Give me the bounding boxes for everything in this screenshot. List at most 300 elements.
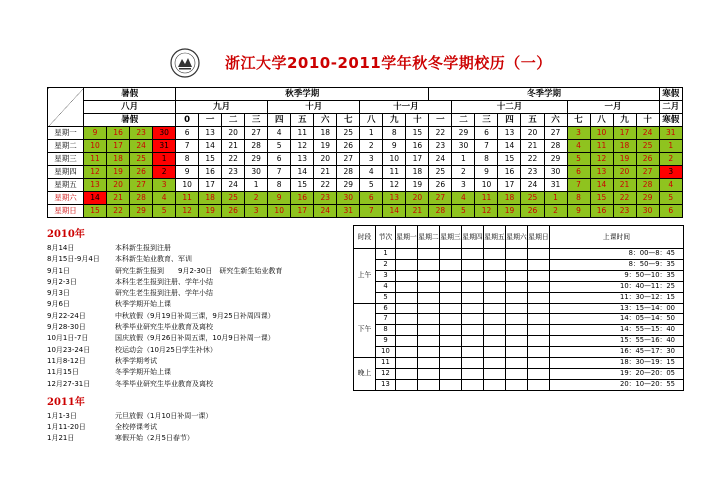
day-cell: 2 xyxy=(153,166,176,179)
day-cell: 16 xyxy=(590,205,613,218)
day-cell: 13 xyxy=(199,127,222,140)
day-cell: 8 xyxy=(268,179,291,192)
event-item xyxy=(47,288,347,299)
schedule-slot xyxy=(418,259,440,270)
session-label: 上午 xyxy=(354,249,376,304)
week-header: 三 xyxy=(245,114,268,127)
schedule-slot xyxy=(528,249,550,260)
day-cell: 10 xyxy=(176,179,199,192)
schedule-slot xyxy=(484,379,506,390)
day-cell: 23 xyxy=(613,205,636,218)
week-header: 九 xyxy=(613,114,636,127)
day-cell: 2 xyxy=(245,192,268,205)
schedule-slot xyxy=(440,259,462,270)
week-header: 四 xyxy=(268,114,291,127)
day-cell: 19 xyxy=(406,179,429,192)
period-number: 3 xyxy=(376,270,396,281)
day-cell: 6 xyxy=(475,127,498,140)
event-item xyxy=(47,367,347,378)
day-cell: 31 xyxy=(659,127,682,140)
period-time: 18：30—19：15 xyxy=(550,358,684,369)
event-date: 8月14日 xyxy=(47,244,75,252)
schedule-slot xyxy=(506,281,528,292)
month-header: 十一月 xyxy=(360,101,452,114)
weekday-label: 星期四 xyxy=(48,166,84,179)
week-header: 九 xyxy=(383,114,406,127)
day-cell: 20 xyxy=(613,166,636,179)
day-cell: 14 xyxy=(84,192,107,205)
schedule-slot xyxy=(418,379,440,390)
day-cell: 29 xyxy=(452,127,475,140)
event-text: 本科生老生报到注册、学年小结 xyxy=(115,277,213,286)
day-cell: 5 xyxy=(153,205,176,218)
term-header: 寒假 xyxy=(659,88,682,101)
event-item xyxy=(47,243,347,254)
day-cell: 15 xyxy=(291,179,314,192)
day-cell: 7 xyxy=(567,179,590,192)
day-cell: 14 xyxy=(498,140,521,153)
schedule-slot xyxy=(462,336,484,347)
period-time: 10：40—11：25 xyxy=(550,281,684,292)
schedule-slot xyxy=(418,270,440,281)
event-date: 9月22-24日 xyxy=(47,311,86,320)
event-date: 11月15日 xyxy=(47,368,79,377)
schedule-slot xyxy=(528,325,550,336)
schedule-slot xyxy=(418,368,440,379)
schedule-slot xyxy=(506,325,528,336)
day-cell: 19 xyxy=(107,166,130,179)
week-header: 四 xyxy=(498,114,521,127)
period-number: 12 xyxy=(376,368,396,379)
schedule-slot xyxy=(396,379,418,390)
day-cell: 11 xyxy=(590,140,613,153)
event-text: 冬季学期开始上课 xyxy=(115,368,171,377)
schedule-slot xyxy=(396,314,418,325)
schedule-slot xyxy=(484,249,506,260)
event-date: 10月1日-7日 xyxy=(47,334,89,343)
day-cell: 16 xyxy=(291,192,314,205)
week-header: 六 xyxy=(314,114,337,127)
day-cell: 6 xyxy=(360,192,383,205)
schedule-slot xyxy=(462,358,484,369)
corner-cell xyxy=(48,88,84,127)
day-cell: 17 xyxy=(199,179,222,192)
class-schedule-table xyxy=(353,225,684,391)
period-number: 13 xyxy=(376,379,396,390)
university-seal-icon xyxy=(170,48,200,78)
schedule-slot xyxy=(440,281,462,292)
day-cell: 10 xyxy=(475,179,498,192)
day-cell: 26 xyxy=(429,179,452,192)
schedule-slot xyxy=(484,292,506,303)
event-date: 9月1日 xyxy=(47,266,70,275)
day-cell: 23 xyxy=(130,127,153,140)
schedule-slot xyxy=(440,336,462,347)
day-cell: 6 xyxy=(268,153,291,166)
event-item xyxy=(47,411,347,422)
day-cell: 25 xyxy=(337,127,360,140)
weekday-label: 星期五 xyxy=(48,179,84,192)
event-text: 寒假开始（2月5日春节） xyxy=(115,434,194,443)
day-cell: 11 xyxy=(383,166,406,179)
year-heading-2010: 2010年 xyxy=(47,229,85,240)
period-time: 15：55—16：40 xyxy=(550,336,684,347)
day-cell: 15 xyxy=(84,205,107,218)
schedule-slot xyxy=(396,281,418,292)
month-header: 二月 xyxy=(659,101,682,114)
day-cell: 31 xyxy=(153,140,176,153)
period-number: 11 xyxy=(376,358,396,369)
day-cell: 20 xyxy=(107,179,130,192)
schedule-header: 星期日 xyxy=(528,226,550,249)
period-time: 13：15—14：00 xyxy=(550,303,684,314)
schedule-slot xyxy=(396,270,418,281)
week-header: 二 xyxy=(452,114,475,127)
day-cell: 4 xyxy=(153,192,176,205)
day-cell: 20 xyxy=(222,127,245,140)
session-label: 下午 xyxy=(354,303,376,358)
day-cell: 19 xyxy=(613,153,636,166)
day-cell: 16 xyxy=(498,166,521,179)
event-item xyxy=(47,266,347,277)
day-cell: 18 xyxy=(199,192,222,205)
schedule-slot xyxy=(396,259,418,270)
day-cell: 24 xyxy=(222,179,245,192)
day-cell: 1 xyxy=(659,140,682,153)
day-cell: 30 xyxy=(153,127,176,140)
day-cell: 10 xyxy=(84,140,107,153)
day-cell: 23 xyxy=(521,166,544,179)
day-cell: 25 xyxy=(429,166,452,179)
event-text: 校运动会（10月25日学生补休） xyxy=(115,345,217,354)
schedule-slot xyxy=(462,249,484,260)
day-cell: 24 xyxy=(521,179,544,192)
day-cell: 1 xyxy=(360,127,383,140)
period-number: 4 xyxy=(376,281,396,292)
day-cell: 28 xyxy=(337,166,360,179)
week-header: 暑假 xyxy=(84,114,176,127)
day-cell: 3 xyxy=(153,179,176,192)
day-cell: 6 xyxy=(176,127,199,140)
schedule-slot xyxy=(418,314,440,325)
day-cell: 27 xyxy=(636,166,659,179)
weekday-label: 星期二 xyxy=(48,140,84,153)
day-cell: 22 xyxy=(107,205,130,218)
week-header: 0 xyxy=(176,114,199,127)
schedule-slot xyxy=(396,347,418,358)
day-cell: 18 xyxy=(314,127,337,140)
day-cell: 26 xyxy=(521,205,544,218)
schedule-slot xyxy=(484,336,506,347)
schedule-slot xyxy=(528,379,550,390)
day-cell: 10 xyxy=(268,205,291,218)
week-header: 一 xyxy=(429,114,452,127)
schedule-slot xyxy=(462,281,484,292)
schedule-slot xyxy=(418,325,440,336)
period-number: 6 xyxy=(376,303,396,314)
term-header: 暑假 xyxy=(84,88,176,101)
schedule-slot xyxy=(418,292,440,303)
event-text: 本科新生始业教育、军训 xyxy=(115,255,192,264)
day-cell: 21 xyxy=(107,192,130,205)
schedule-header: 星期四 xyxy=(462,226,484,249)
day-cell: 17 xyxy=(291,205,314,218)
schedule-slot xyxy=(440,249,462,260)
day-cell: 23 xyxy=(314,192,337,205)
period-time: 8：50—9：35 xyxy=(550,259,684,270)
schedule-slot xyxy=(418,336,440,347)
event-item xyxy=(47,277,347,288)
day-cell: 4 xyxy=(360,166,383,179)
period-time: 9：50—10：35 xyxy=(550,270,684,281)
day-cell: 27 xyxy=(245,127,268,140)
day-cell: 11 xyxy=(84,153,107,166)
event-text: 秋季学期考试 xyxy=(115,356,157,365)
day-cell: 30 xyxy=(544,166,567,179)
day-cell: 8 xyxy=(475,153,498,166)
month-header: 十二月 xyxy=(452,101,567,114)
event-item xyxy=(47,356,347,367)
schedule-slot xyxy=(506,292,528,303)
year-heading-2011: 2011年 xyxy=(47,396,85,408)
schedule-slot xyxy=(484,314,506,325)
day-cell: 13 xyxy=(590,166,613,179)
day-cell: 18 xyxy=(107,153,130,166)
day-cell: 9 xyxy=(84,127,107,140)
schedule-slot xyxy=(484,270,506,281)
event-date: 9月28-30日 xyxy=(47,323,86,332)
period-time: 14：55—15：40 xyxy=(550,325,684,336)
weekday-label: 星期三 xyxy=(48,153,84,166)
day-cell: 4 xyxy=(268,127,291,140)
schedule-slot xyxy=(440,379,462,390)
day-cell: 1 xyxy=(153,153,176,166)
day-cell: 2 xyxy=(452,166,475,179)
day-cell: 29 xyxy=(636,192,659,205)
day-cell: 25 xyxy=(222,192,245,205)
day-cell: 18 xyxy=(498,192,521,205)
schedule-slot xyxy=(506,358,528,369)
schedule-slot xyxy=(528,314,550,325)
day-cell: 14 xyxy=(199,140,222,153)
schedule-header: 节次 xyxy=(376,226,396,249)
day-cell: 31 xyxy=(337,205,360,218)
period-number: 8 xyxy=(376,325,396,336)
event-text: 本科新生报到注册 xyxy=(115,244,171,252)
day-cell: 30 xyxy=(452,140,475,153)
day-cell: 27 xyxy=(130,179,153,192)
schedule-slot xyxy=(396,303,418,314)
period-number: 10 xyxy=(376,347,396,358)
day-cell: 17 xyxy=(613,127,636,140)
week-header: 七 xyxy=(567,114,590,127)
day-cell: 13 xyxy=(291,153,314,166)
week-header: 寒假 xyxy=(659,114,682,127)
schedule-slot xyxy=(484,358,506,369)
schedule-slot xyxy=(506,270,528,281)
schedule-slot xyxy=(528,303,550,314)
day-cell: 2 xyxy=(659,153,682,166)
event-text: 元旦放假（1月10日补周一课） xyxy=(115,411,213,420)
day-cell: 30 xyxy=(636,205,659,218)
event-item xyxy=(47,433,347,444)
schedule-slot xyxy=(506,368,528,379)
day-cell: 9 xyxy=(567,205,590,218)
period-number: 1 xyxy=(376,249,396,260)
schedule-slot xyxy=(484,325,506,336)
day-cell: 9 xyxy=(268,192,291,205)
schedule-header: 星期一 xyxy=(396,226,418,249)
period-time: 14：05—14：50 xyxy=(550,314,684,325)
event-date: 10月23-24日 xyxy=(47,345,91,354)
schedule-slot xyxy=(528,336,550,347)
week-header: 十 xyxy=(406,114,429,127)
day-cell: 12 xyxy=(475,205,498,218)
day-cell: 3 xyxy=(360,153,383,166)
day-cell: 5 xyxy=(567,153,590,166)
period-time: 16：45—17：30 xyxy=(550,347,684,358)
day-cell: 30 xyxy=(337,192,360,205)
week-header: 八 xyxy=(590,114,613,127)
day-cell: 11 xyxy=(291,127,314,140)
event-text: 秋季学期开始上课 xyxy=(115,300,171,309)
day-cell: 18 xyxy=(406,166,429,179)
day-cell: 15 xyxy=(590,192,613,205)
schedule-slot xyxy=(440,358,462,369)
schedule-slot xyxy=(418,249,440,260)
day-cell: 20 xyxy=(314,153,337,166)
day-cell: 21 xyxy=(613,179,636,192)
schedule-slot xyxy=(462,259,484,270)
day-cell: 22 xyxy=(429,127,452,140)
day-cell: 31 xyxy=(544,179,567,192)
day-cell: 10 xyxy=(383,153,406,166)
day-cell: 14 xyxy=(383,205,406,218)
day-cell: 29 xyxy=(130,205,153,218)
event-text: 全校停课考试 xyxy=(115,423,157,432)
session-label: 晚上 xyxy=(354,358,376,391)
day-cell: 3 xyxy=(567,127,590,140)
day-cell: 15 xyxy=(199,153,222,166)
day-cell: 17 xyxy=(498,179,521,192)
day-cell: 9 xyxy=(176,166,199,179)
day-cell: 12 xyxy=(383,179,406,192)
day-cell: 1 xyxy=(245,179,268,192)
schedule-slot xyxy=(418,281,440,292)
day-cell: 12 xyxy=(176,205,199,218)
day-cell: 20 xyxy=(406,192,429,205)
schedule-slot xyxy=(506,303,528,314)
period-number: 5 xyxy=(376,292,396,303)
event-item xyxy=(47,379,347,390)
day-cell: 4 xyxy=(567,140,590,153)
day-cell: 3 xyxy=(452,179,475,192)
week-header: 五 xyxy=(291,114,314,127)
day-cell: 19 xyxy=(199,205,222,218)
schedule-slot xyxy=(440,368,462,379)
period-time: 8：00—8：45 xyxy=(550,249,684,260)
day-cell: 6 xyxy=(659,205,682,218)
day-cell: 3 xyxy=(659,166,682,179)
schedule-header: 星期五 xyxy=(484,226,506,249)
schedule-slot xyxy=(506,259,528,270)
period-time: 11：30—12：15 xyxy=(550,292,684,303)
month-header: 十月 xyxy=(268,101,360,114)
schedule-slot xyxy=(440,314,462,325)
day-cell: 22 xyxy=(521,153,544,166)
week-header: 三 xyxy=(475,114,498,127)
schedule-slot xyxy=(462,325,484,336)
schedule-slot xyxy=(484,368,506,379)
event-date: 8月15日-9月4日 xyxy=(47,255,100,264)
day-cell: 19 xyxy=(314,140,337,153)
day-cell: 2 xyxy=(544,205,567,218)
event-item xyxy=(47,311,347,322)
event-item xyxy=(47,299,347,310)
day-cell: 11 xyxy=(475,192,498,205)
event-text: 中秋放假（9月19日补周三课，9月25日补周四课） xyxy=(115,311,275,320)
day-cell: 2 xyxy=(360,140,383,153)
event-date: 12月27-31日 xyxy=(47,379,91,388)
schedule-slot xyxy=(440,347,462,358)
schedule-slot xyxy=(462,368,484,379)
schedule-slot xyxy=(462,292,484,303)
schedule-slot xyxy=(506,249,528,260)
schedule-slot xyxy=(528,281,550,292)
day-cell: 7 xyxy=(475,140,498,153)
day-cell: 7 xyxy=(176,140,199,153)
schedule-slot xyxy=(418,303,440,314)
weekday-label: 星期一 xyxy=(48,127,84,140)
day-cell: 22 xyxy=(314,179,337,192)
day-cell: 9 xyxy=(383,140,406,153)
schedule-header: 星期三 xyxy=(440,226,462,249)
day-cell: 13 xyxy=(84,179,107,192)
day-cell: 28 xyxy=(130,192,153,205)
day-cell: 22 xyxy=(222,153,245,166)
day-cell: 17 xyxy=(406,153,429,166)
schedule-slot xyxy=(506,336,528,347)
day-cell: 28 xyxy=(245,140,268,153)
schedule-slot xyxy=(440,303,462,314)
day-cell: 4 xyxy=(452,192,475,205)
month-header: 一月 xyxy=(567,101,659,114)
period-number: 9 xyxy=(376,336,396,347)
period-number: 7 xyxy=(376,314,396,325)
schedule-slot xyxy=(396,336,418,347)
schedule-slot xyxy=(462,303,484,314)
schedule-slot xyxy=(462,270,484,281)
schedule-slot xyxy=(528,270,550,281)
schedule-slot xyxy=(506,314,528,325)
schedule-slot xyxy=(528,358,550,369)
day-cell: 12 xyxy=(84,166,107,179)
day-cell: 4 xyxy=(659,179,682,192)
day-cell: 5 xyxy=(659,192,682,205)
period-time: 19：20—20：05 xyxy=(550,368,684,379)
calendar-table xyxy=(47,87,683,218)
month-header: 八月 xyxy=(84,101,176,114)
schedule-slot xyxy=(506,379,528,390)
day-cell: 8 xyxy=(567,192,590,205)
day-cell: 30 xyxy=(245,166,268,179)
week-header: 六 xyxy=(544,114,567,127)
term-header: 秋季学期 xyxy=(176,88,429,101)
day-cell: 19 xyxy=(498,205,521,218)
day-cell: 24 xyxy=(429,153,452,166)
events-list xyxy=(47,225,347,445)
event-text: 研究生老生报到注册、学年小结 xyxy=(115,289,213,298)
